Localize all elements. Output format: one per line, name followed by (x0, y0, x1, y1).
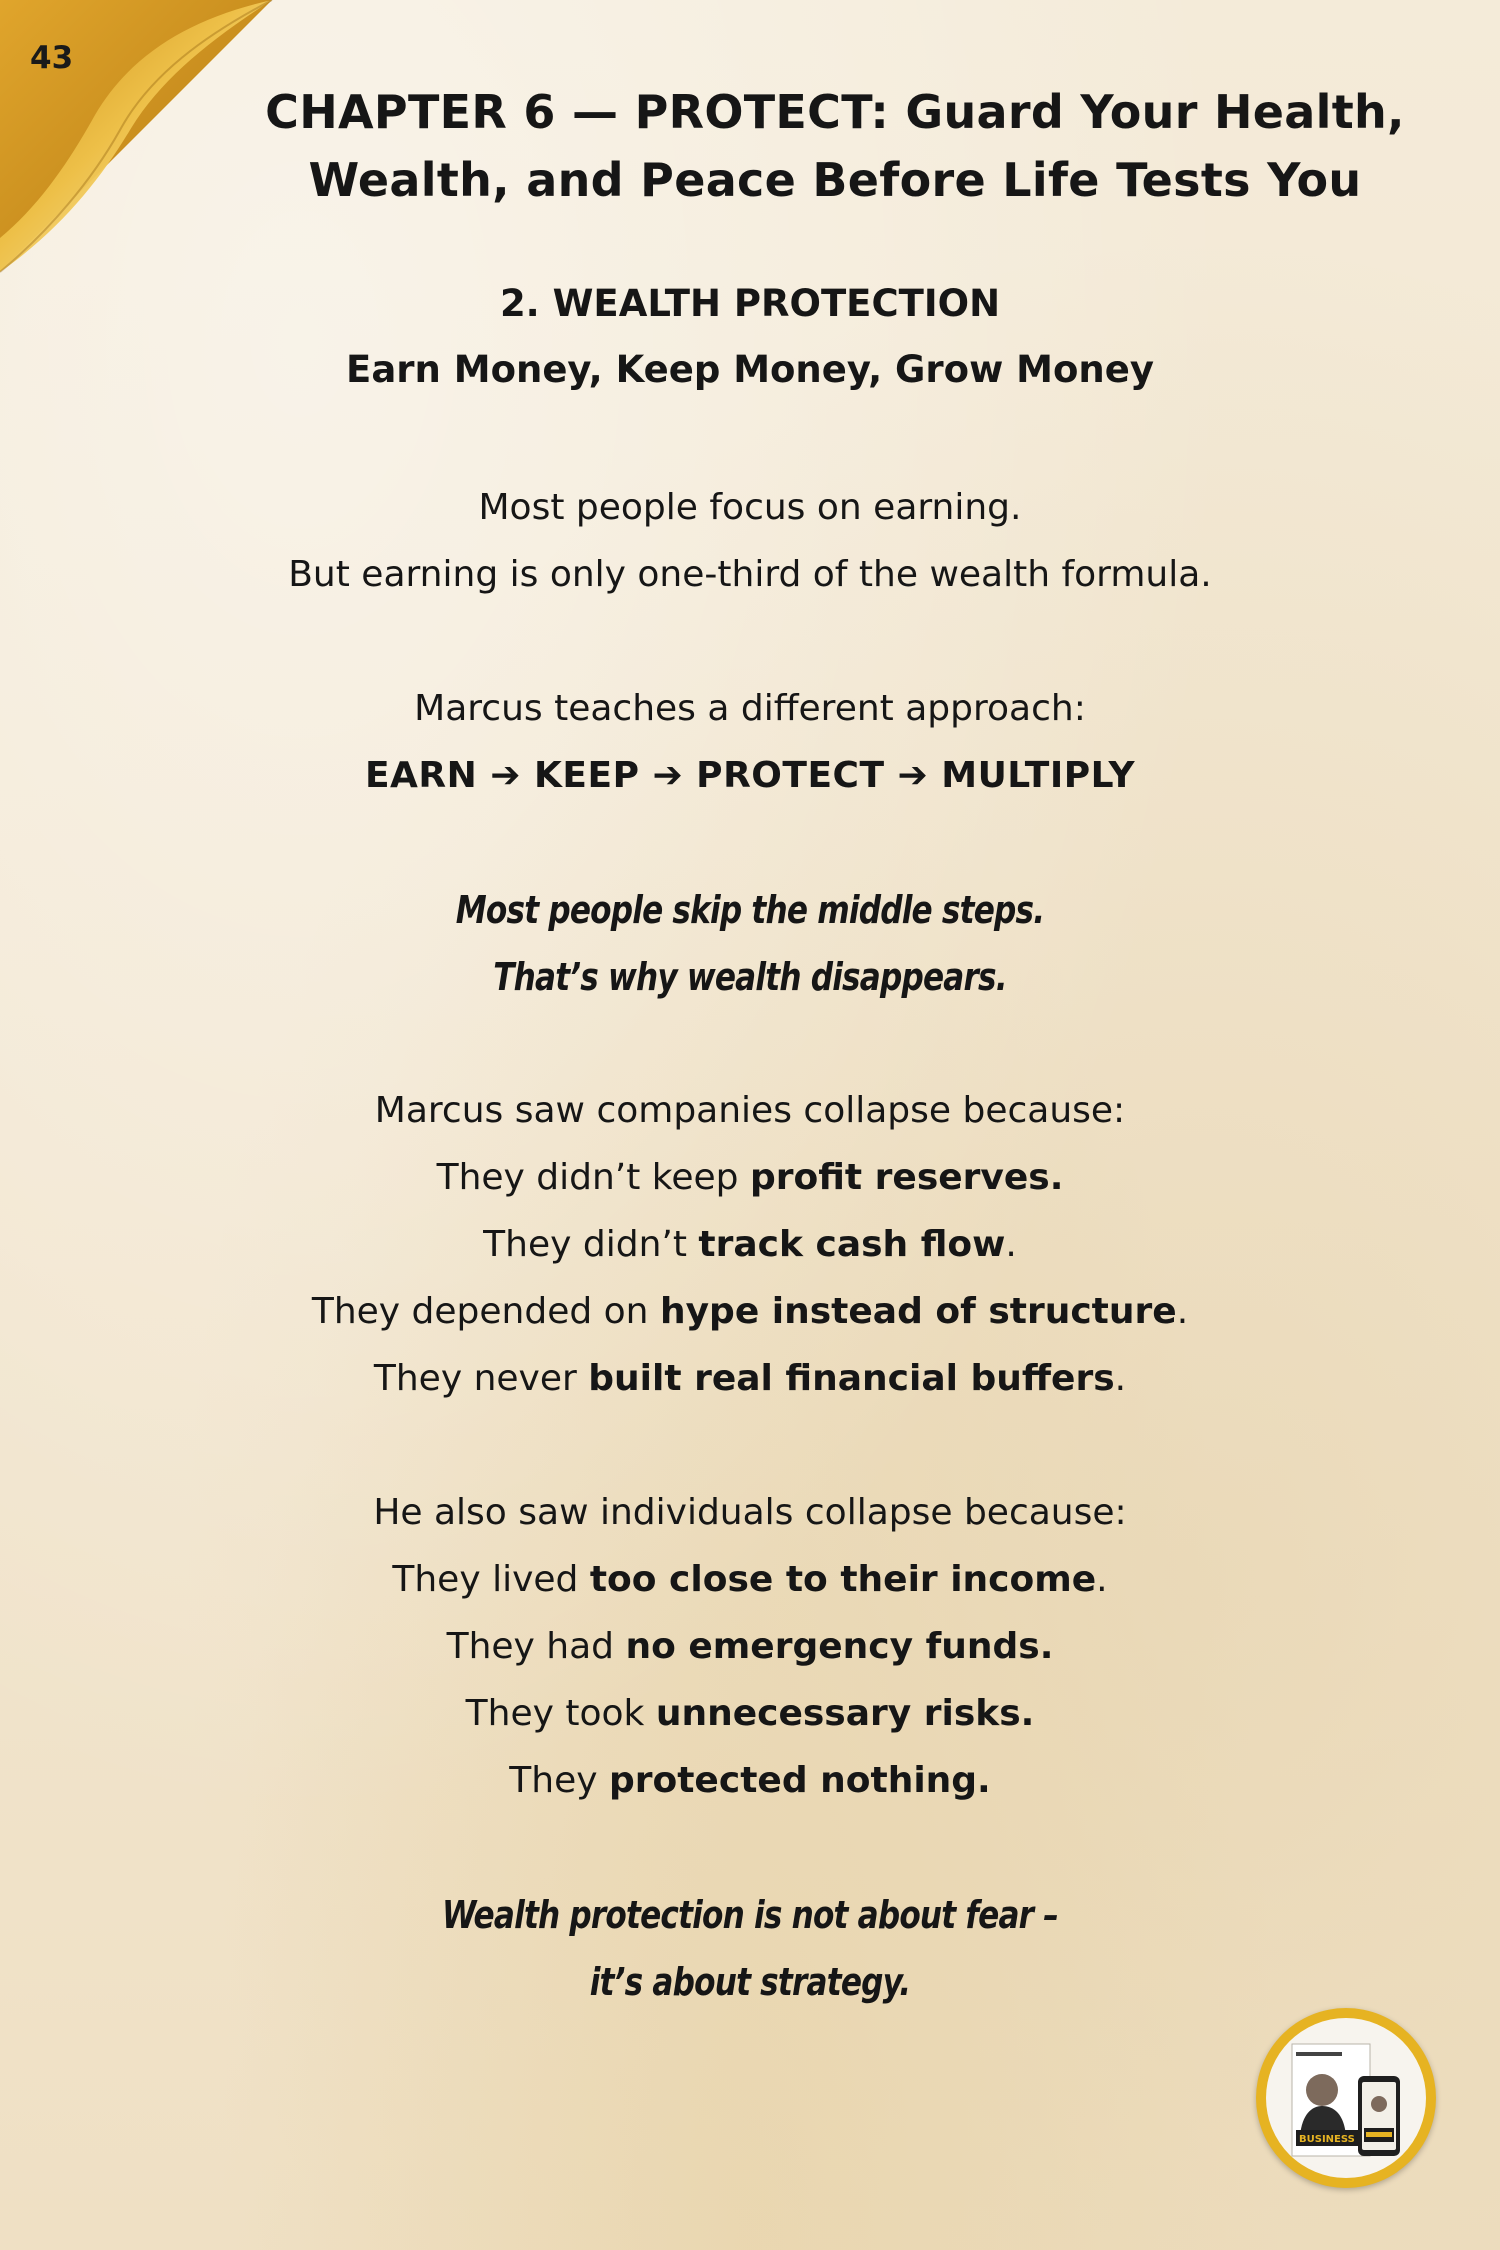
reason-suffix: . (1005, 1224, 1017, 1265)
reason-emphasis: too close to their income (589, 1559, 1097, 1600)
reason-emphasis: no emergency funds. (625, 1626, 1054, 1667)
reason-emphasis: built real financial buffers (588, 1358, 1115, 1399)
individual-reason (0, 1690, 1500, 1738)
section-heading: 2. WEALTH PROTECTION (499, 282, 1001, 325)
reason-suffix: . (1096, 1559, 1108, 1600)
individuals-lead: He also saw individuals collapse because: (373, 1492, 1127, 1533)
individual-reason (0, 1556, 1500, 1604)
section-subtitle: Earn Money, Keep Money, Grow Money (346, 348, 1154, 391)
company-reason (0, 1154, 1500, 1202)
callout-1-line-2: That’s why wealth disappears. (493, 955, 1007, 999)
reason-emphasis: hype instead of structure (659, 1291, 1177, 1332)
companies-lead: Marcus saw companies collapse because: (374, 1090, 1126, 1131)
intro-line-2: But earning is only one-third of the wealth formula. (288, 554, 1212, 595)
page-number: 43 (30, 40, 74, 76)
reason-emphasis: profit reserves. (749, 1157, 1064, 1198)
approach-lead: Marcus teaches a different approach: (414, 688, 1086, 729)
book-badge[interactable] (1256, 2008, 1436, 2188)
reason-suffix: . (1114, 1358, 1127, 1399)
reason-prefix: They had (446, 1626, 626, 1667)
company-reason (0, 1221, 1500, 1269)
company-reason (0, 1355, 1500, 1403)
callout-1-line-1: Most people skip the middle steps. (455, 888, 1045, 932)
book-cover-art (1266, 2018, 1426, 2178)
reason-prefix: They didn’t keep (436, 1157, 750, 1198)
reason-emphasis: protected nothing. (608, 1760, 991, 1801)
callout-2-line-1: Wealth protection is not about fear – (442, 1893, 1058, 1937)
reason-prefix: They (509, 1760, 609, 1801)
reason-prefix: They lived (392, 1559, 590, 1600)
reason-suffix: . (1176, 1291, 1189, 1332)
individual-reason (0, 1623, 1500, 1671)
callout-2-line-2: it’s about strategy. (589, 1960, 911, 2004)
reason-prefix: They didn’t (483, 1224, 699, 1265)
reason-prefix: They took (465, 1693, 656, 1734)
intro-line-1: Most people focus on earning. (478, 487, 1022, 528)
reason-prefix: They depended on (311, 1291, 660, 1332)
company-reason (0, 1288, 1500, 1336)
reason-prefix: They never (373, 1358, 589, 1399)
reason-emphasis: track cash flow (698, 1224, 1006, 1265)
chapter-title (250, 78, 1420, 214)
wealth-formula: EARN ➔ KEEP ➔ PROTECT ➔ MULTIPLY (364, 755, 1136, 796)
individual-reason (0, 1757, 1500, 1805)
book-cover-icon (1266, 2018, 1426, 2178)
chapter-title-line-1: CHAPTER 6 — PROTECT: Guard Your Health, (265, 85, 1405, 139)
reason-emphasis: unnecessary risks. (655, 1693, 1035, 1734)
badge-cover-text: BUSINESS (1299, 2134, 1355, 2145)
chapter-title-line-2: Wealth, and Peace Before Life Tests You (308, 153, 1362, 207)
